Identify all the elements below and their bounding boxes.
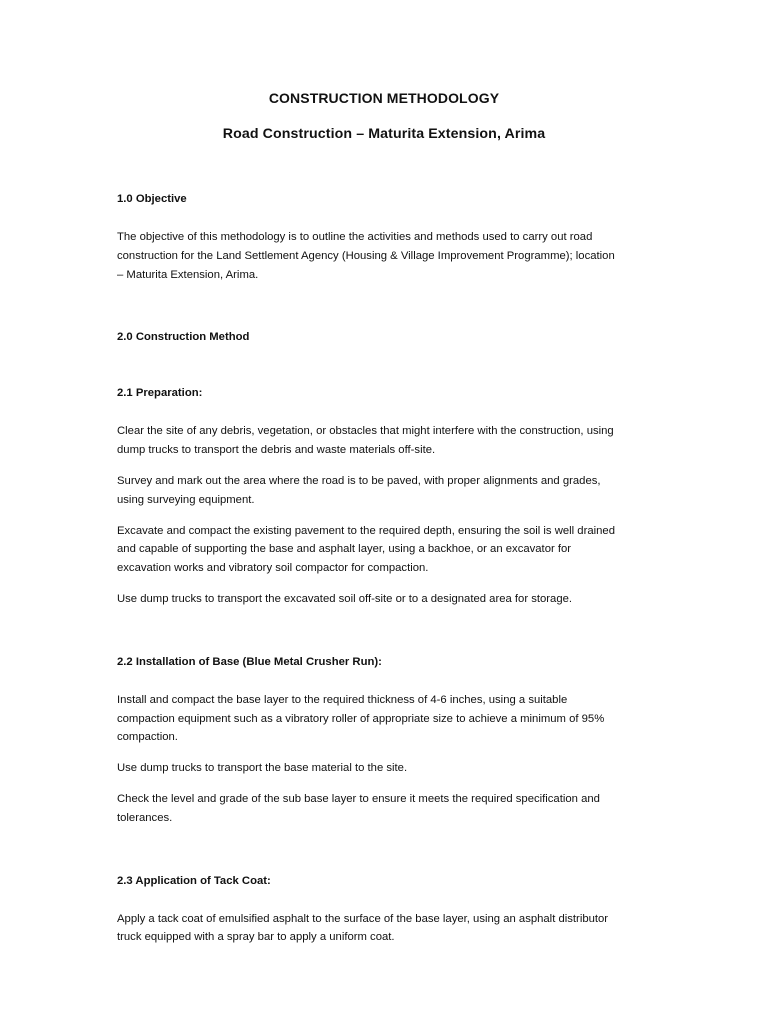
paragraph-line: Use dump trucks to transport the base material to the site. — [117, 762, 408, 775]
section-heading: 2.2 Installation of Base (Blue Metal Crusher Run): — [117, 655, 382, 668]
paragraph — [117, 422, 657, 460]
document-body — [117, 191, 657, 987]
paragraph-line: Clear the site of any debris, vegetation, or obstacles that might interfere with the construction, using — [117, 425, 614, 438]
paragraph-line: Install and compact the base layer to the required thickness of 4-6 inches, using a suitable — [117, 693, 568, 706]
document-title: CONSTRUCTION METHODOLOGY — [268, 90, 500, 106]
paragraph-line: dump trucks to transport the debris and waste materials off-site. — [117, 444, 436, 457]
section-heading: 1.0 Objective — [117, 193, 187, 205]
paragraph-line: The objective of this methodology is to outline the activities and methods used to carry out road — [117, 231, 593, 243]
section — [117, 329, 657, 345]
paragraph-line: – Maturita Extension, Arima. — [117, 268, 259, 281]
paragraph-line: using surveying equipment. — [117, 493, 255, 506]
section-heading: 2.1 Preparation: — [117, 387, 203, 400]
paragraph — [117, 522, 657, 578]
paragraph-line: truck equipped with a spray bar to apply a uniform coat. — [117, 931, 395, 944]
paragraph — [117, 228, 657, 284]
paragraph — [117, 759, 657, 778]
paragraph-line: Survey and mark out the area where the road is to be paved, with proper alignments and grades, — [117, 474, 601, 487]
paragraph — [117, 691, 657, 747]
paragraph-line: construction for the Land Settlement Agency (Housing & Village Improvement Programme); location — [117, 249, 615, 262]
section — [117, 385, 657, 608]
section — [117, 654, 657, 828]
section-heading: 2.0 Construction Method — [117, 331, 250, 344]
paragraph-line: compaction equipment such as a vibratory roller of appropriate size to achieve a minimum of 95% — [117, 712, 605, 725]
paragraph-line: tolerances. — [117, 811, 173, 824]
paragraph-line: Apply a tack coat of emulsified asphalt to the surface of the base layer, using an asphalt distributor — [117, 912, 609, 925]
paragraph-line: compaction. — [117, 731, 178, 744]
document-subtitle: Road Construction – Maturita Extension, Arima — [222, 126, 546, 142]
paragraph-line: Excavate and compact the existing pavement to the required depth, ensuring the soil is well drained — [117, 524, 615, 537]
section — [117, 873, 657, 948]
paragraph-line: and capable of supporting the base and asphalt layer, using a backhoe, or an excavator for — [117, 543, 572, 556]
paragraph — [117, 790, 657, 828]
paragraph — [117, 472, 657, 510]
paragraph — [117, 590, 657, 609]
paragraph-line: Check the level and grade of the sub base layer to ensure it meets the required specification and — [117, 792, 600, 805]
paragraph-line: excavation works and vibratory soil compactor for compaction. — [117, 562, 429, 575]
section — [117, 191, 657, 284]
paragraph-line: Use dump trucks to transport the excavated soil off-site or to a designated area for storage. — [117, 592, 573, 605]
paragraph — [117, 910, 657, 948]
section-heading: 2.3 Application of Tack Coat: — [117, 874, 271, 887]
